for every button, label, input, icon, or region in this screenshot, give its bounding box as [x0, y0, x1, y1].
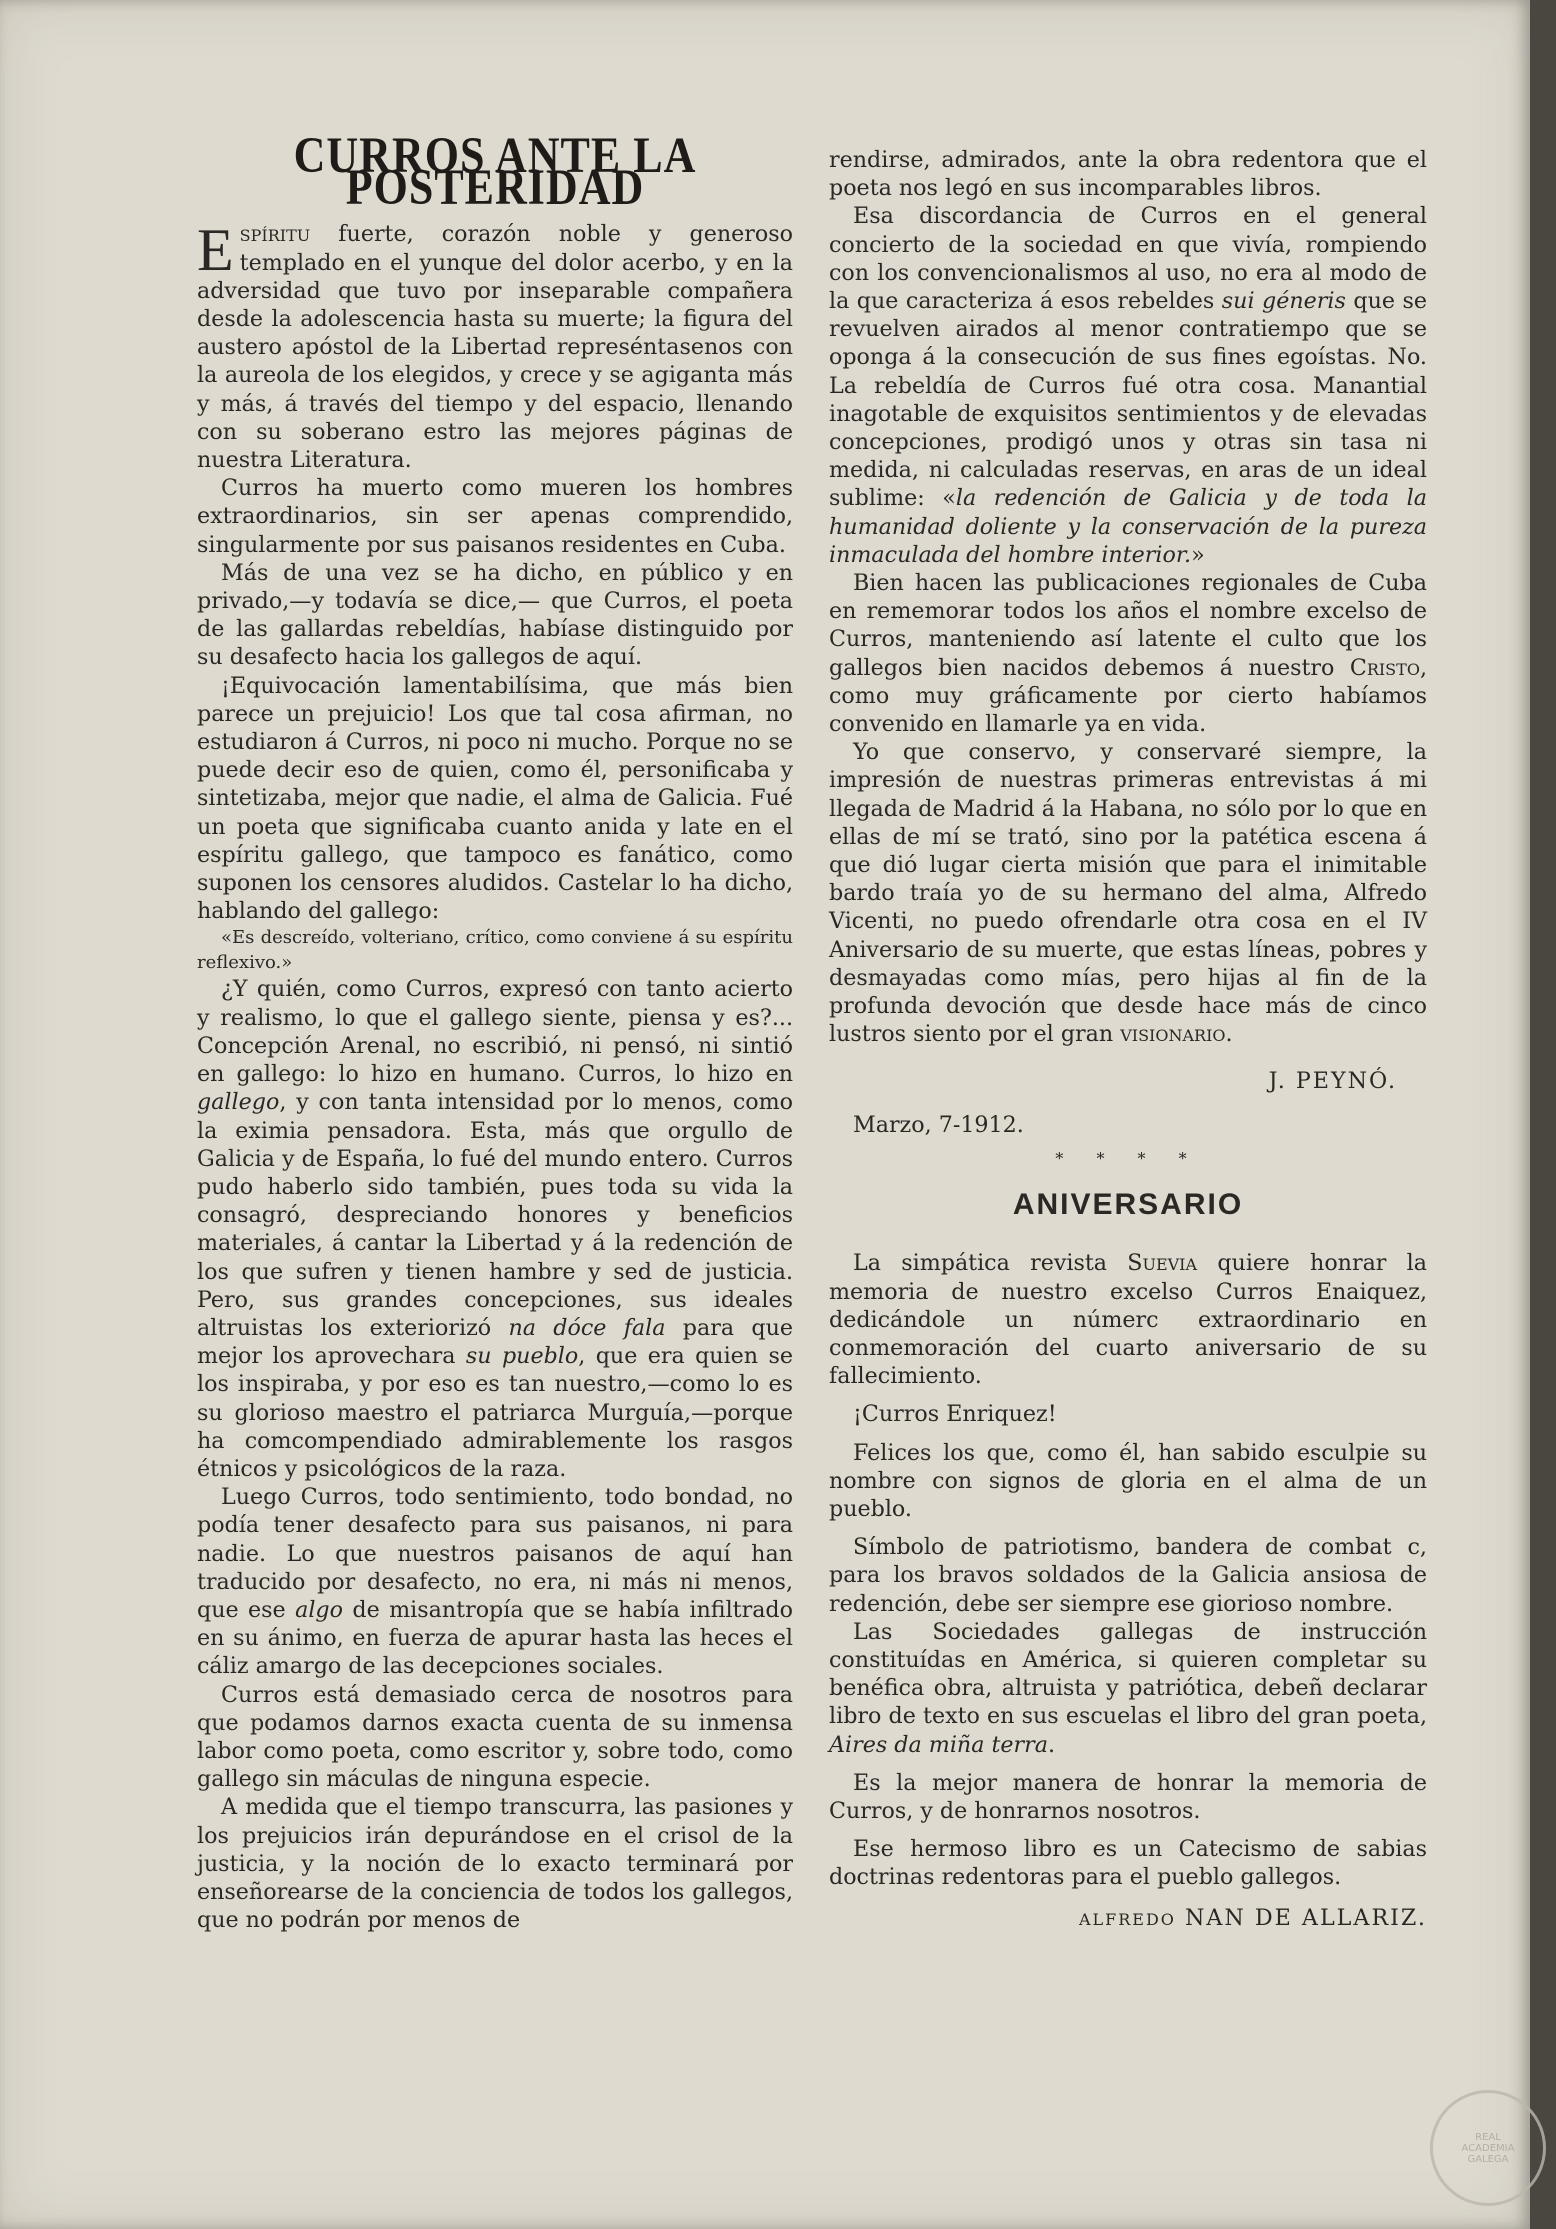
spacer — [829, 1759, 1427, 1769]
spacer — [829, 1825, 1427, 1835]
paragraph: Curros ha muerto como mueren los hombres extraordinarios, sin ser apenas comprendido, singularmente por sus paisanos residentes en Cuba. — [197, 475, 793, 558]
paragraph: Es la mejor manera de honrar la memoria de Curros, y de honrarnos nosotros. — [829, 1769, 1427, 1824]
right-column — [829, 146, 1427, 1932]
article-title: CURROS ANTE LA POSTERIDAD — [293, 127, 697, 216]
section-separator: * * * * — [1055, 1148, 1201, 1168]
paragraph: Esa discordancia de Curros en el general concierto de la sociedad en que vivía, rompiendo con los convencionalismos al uso, no era al modo de la que caracteriza á esos rebeldes sui géneris que se revuelven airados al menor contratiempo que se oponga á la consecución de sus fines egoístas. No. La rebeldía de Curros fué otra cosa. Manantial inagotable de exquisitos sentimientos y de elevadas concepciones, prodigó unos y otras sin tasa ni medida, ni calculadas reservas, en aras de un ideal sublime: «la redención de Galicia y de toda la humanidad doliente y la conservación de la pureza inmaculada del hombre interior.» — [829, 203, 1428, 568]
author-signature: J. PEYNÓ. — [1268, 1067, 1397, 1094]
spacer — [829, 1429, 1427, 1439]
section-title: ANIVERSARIO — [1012, 1188, 1244, 1222]
paragraph: Felices los que, como él, han sabido esculpie su nombre con signos de gloria en el alma de un pueblo. — [829, 1439, 1427, 1522]
paragraph: rendirse, admirados, ante la obra redentora que el poeta nos legó en sus incomparables libros. — [829, 147, 1427, 202]
left-column — [197, 127, 793, 1934]
paragraph: Espíritu fuerte, corazón noble y generoso templado en el yunque del dolor acerbo, y en la adversidad que tuvo por inseparable compañera desde la adolescencia hasta su muerte; la figura del austero apóstol de la Libertad represéntasenos con la aureola de los elegidos, y crece y se agiganta más y más, á través del tiempo y del espacio, llenando con su soberano estro las mejores páginas de nuestra Literatura. — [197, 217, 793, 474]
paragraph: La simpática revista Suevia quiere honrar la memoria de nuestro excelso Curros Enaiquez, dedicándole un númerc extraordinario en conmemoración del cuarto aniversario de su fallecimiento. — [829, 1250, 1427, 1390]
paragraph: Ese hermoso libro es un Catecismo de sabias doctrinas redentoras para el pueblo gallegos. — [829, 1836, 1427, 1891]
paragraph: ¡Equivocación lamentabilísima, que más bien parece un prejuicio! Los que tal cosa afirman, no estudiaron á Curros, ni poco ni mucho. Porque no se puede decir eso de quien, como él, personificaba y sintetizaba, mejor que nadie, el alma de Galicia. Fué un poeta que significaba cuanto anida y late en el espíritu gallego, que tampoco es fanático, como suponen los censores aludidos. Castelar lo ha dicho, hablando del gallego: — [197, 672, 793, 925]
paragraph: Yo que conservo, y conservaré siempre, la impresión de nuestras primeras entrevistas á mi llegada de Madrid á la Habana, no sólo por lo que en ellas de mí se trató, sino por la patética escena á que dió lugar cierta misión que para el inimitable bardo traía yo de su hermano del alma, Alfredo Vicenti, no puedo ofrendarle otra cosa en el IV Aniversario de su muerte, que estas líneas, pobres y desmayadas como mías, pero hijas al fin de la profunda devoción que desde hace más de cinco lustros siento por el gran visionario. — [829, 739, 1427, 1048]
spacer — [829, 1523, 1427, 1533]
paragraph: Luego Curros, todo sentimiento, todo bondad, no podía tener desafecto para sus paisanos, ni para nadie. Lo que nuestros paisanos de aquí han traducido por desafecto, no era, ni más ni menos, que ese algo de misantropía que se había infiltrado en su ánimo, en fuerza de apurar hasta las heces el cáliz amargo de las decepciones sociales. — [197, 1484, 793, 1680]
paragraph: Las Sociedades gallegas de instrucción constituídas en América, si quieren completar su benéfica obra, altruista y patriótica, debeñ declarar libro de texto en sus escuelas el libro del gran poeta, Aires da miña terra. — [829, 1618, 1427, 1758]
paragraph: A medida que el tiempo transcurra, las pasiones y los prejuicios irán depurándose en el crisol de la justicia, y la noción de lo exacto terminará por enseñorearse de la conciencia de todos los gallegos, que no podrán por menos de — [197, 1794, 793, 1934]
paragraph: Bien hacen las publicaciones regionales de Cuba en rememorar todos los años el nombre excelso de Curros, manteniendo así latente el culto que los gallegos bien nacidos debemos á nuestro Cristo, como muy gráficamente por cierto habíamos convenido en llamarle ya en vida. — [829, 570, 1427, 738]
block-quote: «Es descreído, volteriano, crítico, como conviene á su espíritu reflexivo.» — [197, 927, 793, 974]
paragraph: Curros está demasiado cerca de nosotros para que podamos darnos exacta cuenta de su inmensa labor como poeta, como escritor y, sobre todo, como gallego sin máculas de ninguna especie. — [197, 1681, 793, 1793]
author-signature: alfredo NAN DE ALLARIZ. — [1078, 1904, 1427, 1931]
paragraph: Más de una vez se ha dicho, en público y en privado,—y todavía se dice,— que Curros, el poeta de las gallardas rebeldías, habíase distinguido por su desafecto hacia los gallegos de aquí. — [197, 559, 793, 671]
paragraph: ¿Y quién, como Curros, expresó con tanto acierto y realismo, lo que el gallego siente, piensa y es?... Concepción Arenal, no escribió, ni pensó, ni sintió en gallego: lo hizo en humano. Curros, lo hizo en gallego, y con tanta intensidad por lo menos, como la eximia pensadora. Esta, más que orgullo de Galicia y de España, lo fué del mundo entero. Curros pudo haberlo sido también, pues toda su vida la consagró, despreciando honores y beneficios materiales, á cantar la Libertad y á la redención de los que sufren y tienen hambre y sed de justicia. Pero, sus grandes concepciones, sus ideales altruistas los exteriorizó na dóce fala para que mejor los aprovechara su pueblo, que era quien se los inspiraba, y por eso es tan nuestro,—como lo es su glorioso maestro el patriarca Murguía,—porque ha comcompendiado admirablemente los rasgos étnicos y psicológicos de la raza. — [197, 976, 793, 1482]
paragraph: ¡Curros Enriquez! — [853, 1401, 1057, 1428]
paragraph: Símbolo de patriotismo, bandera de combat c, para los bravos soldados de la Galicia ansiosa de redención, debe ser siempre ese giorioso nombre. — [829, 1534, 1427, 1617]
library-seal-stamp: REAL ACADEMIA GALEGA — [1430, 2090, 1546, 2206]
article-date: Marzo, 7-1912. — [853, 1111, 1024, 1138]
drop-cap: E — [197, 217, 234, 284]
spacer — [829, 1390, 1427, 1400]
